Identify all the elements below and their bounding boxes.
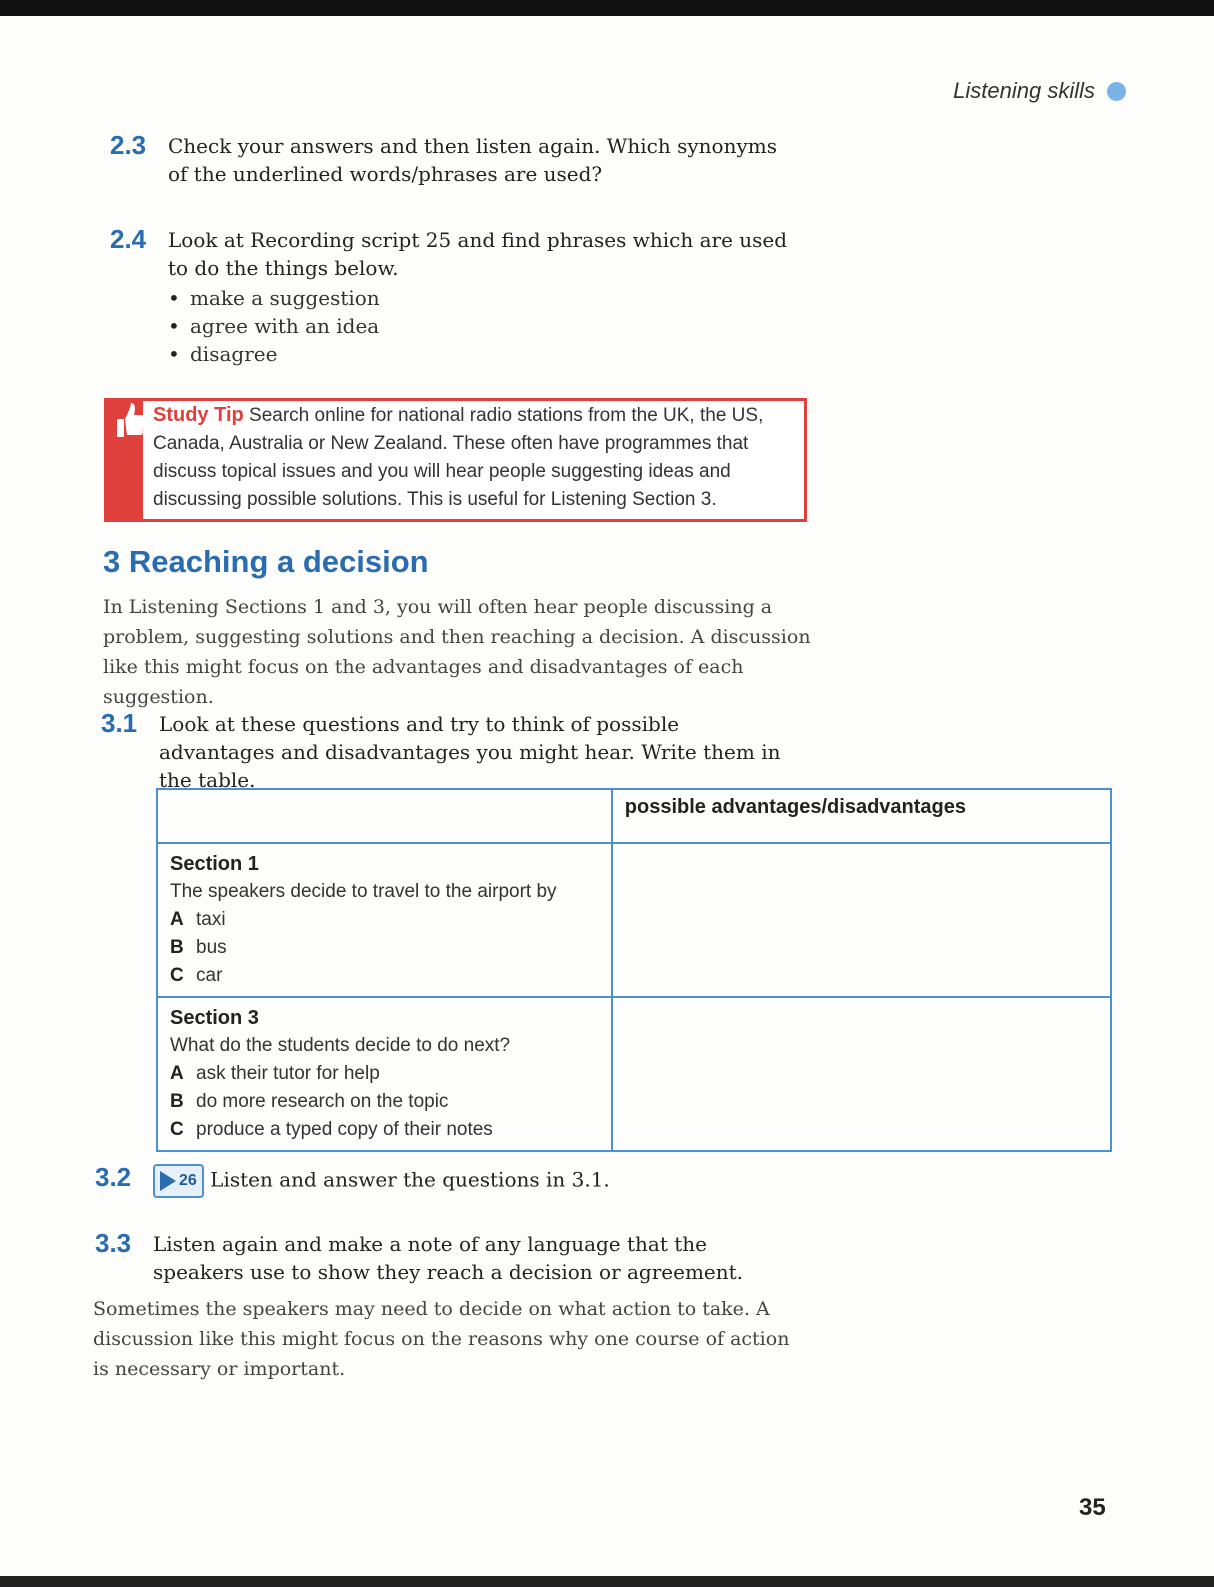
table-header-row	[157, 789, 1111, 843]
list-item: • agree with an idea	[168, 312, 800, 340]
play-icon	[160, 1171, 176, 1191]
running-head-text: Listening skills	[953, 78, 1095, 103]
option-letter: A	[170, 1063, 184, 1084]
option-text: car	[196, 965, 223, 986]
table-row	[157, 997, 1111, 1151]
option-text: taxi	[196, 909, 226, 930]
tip-label: Study Tip	[153, 404, 244, 426]
option-letter: C	[170, 1119, 184, 1140]
bottom-edge-bar	[0, 1576, 1214, 1587]
exercise-3-3	[95, 1230, 795, 1286]
option-letter: B	[170, 937, 184, 958]
table-row	[157, 843, 1111, 997]
track-number: 26	[179, 1172, 197, 1189]
top-edge-bar	[0, 0, 1214, 16]
exercise-text: Listen and answer the questions in 3.1.	[210, 1167, 610, 1192]
answer-cell[interactable]	[612, 843, 1111, 997]
row-question: What do the students decide to do next?	[170, 1035, 511, 1056]
option-text: produce a typed copy of their notes	[196, 1119, 493, 1140]
question-cell	[157, 997, 612, 1151]
exercise-text: Check your answers and then listen again. Which synonyms of the underlined words/phrases are used?	[168, 134, 777, 186]
option	[170, 962, 599, 990]
exercise-3-1	[101, 710, 801, 794]
option	[170, 1060, 599, 1088]
option-letter: B	[170, 1091, 184, 1112]
exercise-number: 2.3	[110, 130, 147, 160]
option	[170, 906, 599, 934]
list-item: • make a suggestion	[168, 284, 800, 312]
exercise-number: 3.1	[101, 708, 138, 738]
question-cell	[157, 843, 612, 997]
exercise-number: 3.3	[95, 1228, 132, 1258]
exercise-text: Listen again and make a note of any language that the speakers use to show they reach a decision or agreement.	[153, 1232, 744, 1284]
exercise-text: Look at Recording script 25 and find phrases which are used to do the things below.	[168, 228, 788, 280]
option-letter: C	[170, 965, 184, 986]
row-title: Section 3	[170, 1007, 259, 1029]
thumbs-up-icon	[113, 401, 147, 441]
row-title: Section 1	[170, 853, 259, 875]
option	[170, 1116, 599, 1144]
page-number: 35	[1079, 1494, 1106, 1521]
study-tip-box	[104, 398, 807, 522]
section-intro: In Listening Sections 1 and 3, you will often hear people discussing a problem, suggesting solutions and then reaching a decision. A discussion like this might focus on the advantages and disadvantages of each suggestion.	[103, 596, 811, 708]
tip-text: Search online for national radio stations from the UK, the US, Canada, Australia or New Zealand. These often have programmes that discuss topical issues and you will hear people suggesting ideas and discussing possible solutions. This is useful for Listening Section 3.	[153, 405, 764, 510]
exercise-2-3	[110, 132, 800, 188]
blue-dot-icon	[1107, 82, 1126, 101]
option	[170, 1088, 599, 1116]
bullet-list	[168, 284, 800, 368]
row-question: The speakers decide to travel to the airport by	[170, 881, 557, 902]
answer-cell[interactable]	[612, 997, 1111, 1151]
option-letter: A	[170, 909, 184, 930]
exercise-2-4	[110, 226, 800, 368]
exercise-text: Look at these questions and try to think of possible advantages and disadvantages you might hear. Write them in the table.	[159, 712, 781, 792]
option-text: bus	[196, 937, 227, 958]
exercise-number: 3.2	[95, 1162, 132, 1192]
table-header-cell	[157, 789, 612, 843]
section-title: 3 Reaching a decision	[103, 544, 429, 579]
option-text: ask their tutor for help	[196, 1063, 380, 1084]
option	[170, 934, 599, 962]
answer-table	[156, 788, 1112, 1152]
option-text: do more research on the topic	[196, 1091, 449, 1112]
table-header-cell: possible advantages/disadvantages	[612, 789, 1111, 843]
tip-body	[153, 401, 790, 514]
audio-track-button[interactable]	[153, 1164, 204, 1198]
exercise-3-2	[95, 1164, 795, 1198]
exercise-number: 2.4	[110, 224, 147, 254]
closing-paragraph: Sometimes the speakers may need to decide on what action to take. A discussion like this might focus on the reasons why one course of action is necessary or important.	[93, 1298, 790, 1380]
list-item: • disagree	[168, 340, 800, 368]
running-head	[953, 78, 1126, 104]
